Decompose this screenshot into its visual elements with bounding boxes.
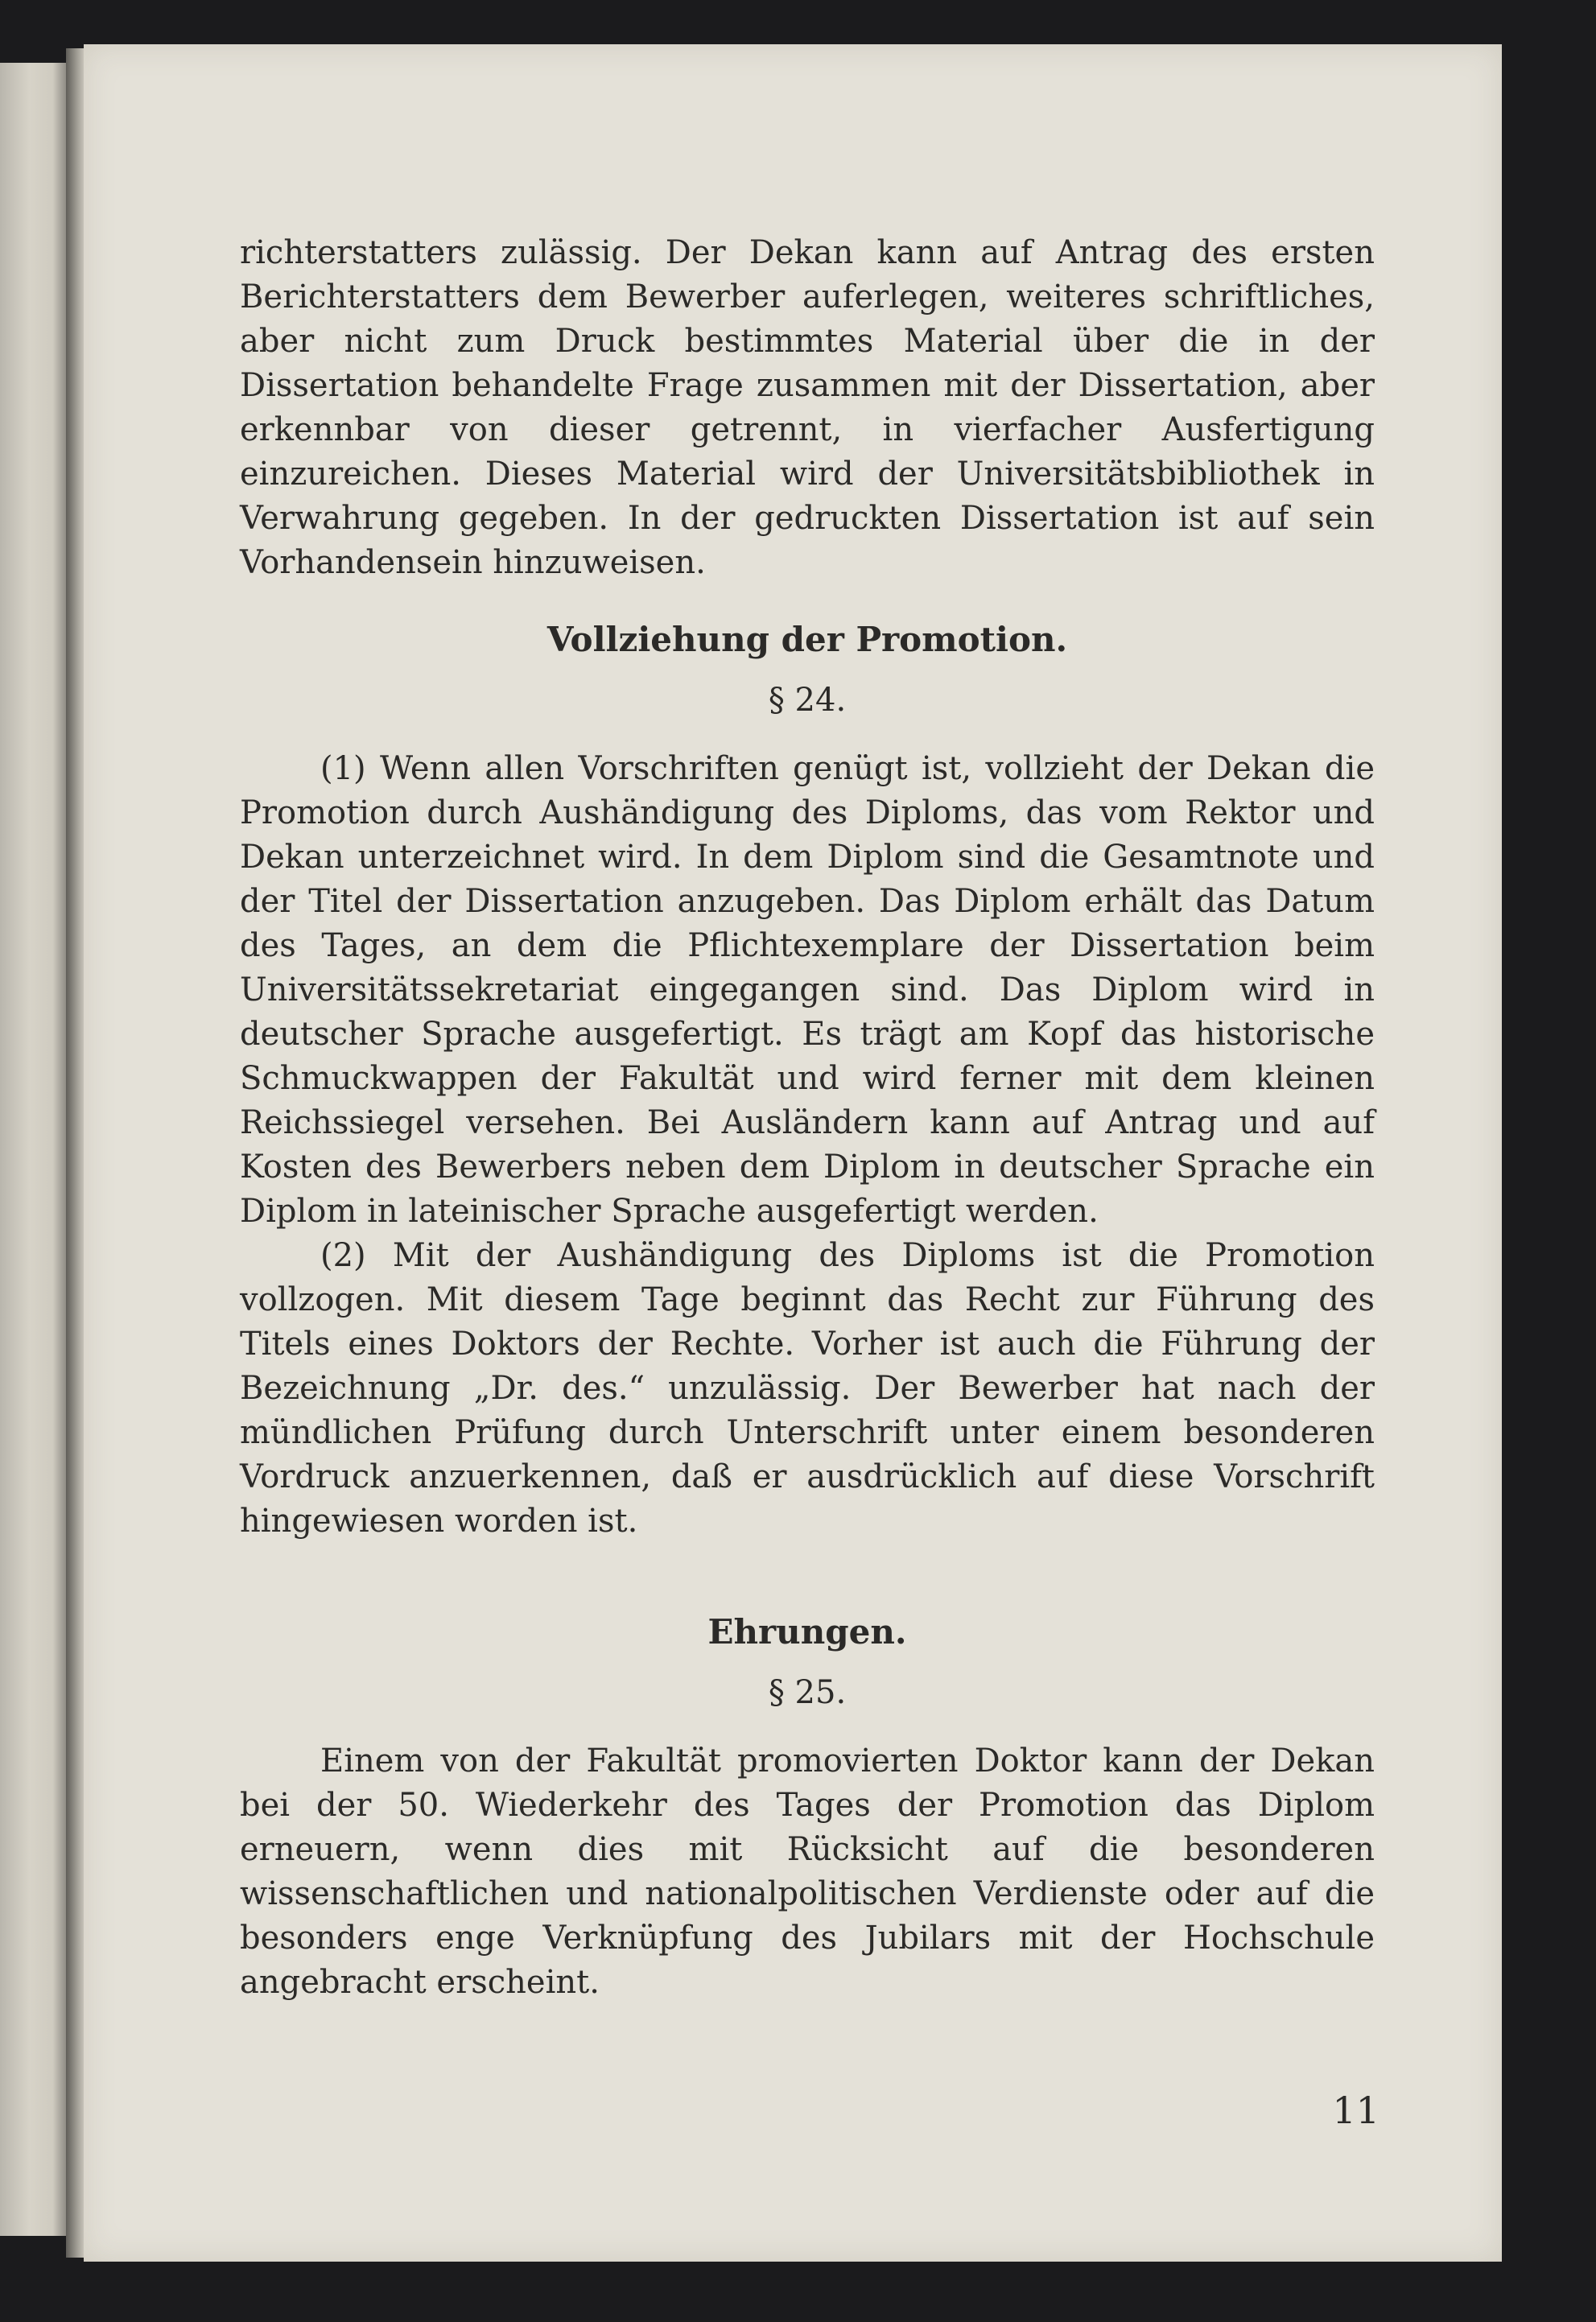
page-number: 11 [1332, 2089, 1379, 2132]
page-text [240, 231, 1375, 2005]
intro-paragraph: richterstatters zulässig. Der Dekan kann auf Antrag des ersten Berichterstatters dem Bewerber auferlegen, weiteres schriftliches, aber nicht zum Druck bestimmtes Material über die in der Dissertation behandelte Frage zusammen mit der Dissertation, aber erkennbar von dieser getrennt, in vierfacher Ausfertigung einzureichen. Dieses Material wird der Universitätsbibliothek in Verwahrung gegeben. In der gedruckten Dissertation ist auf sein Vorhandensein hinzuweisen. [240, 234, 1375, 581]
section-24-number: § 24. [768, 682, 847, 719]
section-24-paragraph-2: (2) Mit der Aushändigung des Diploms ist die Promotion vollzogen. Mit diesem Tage beginnt das Recht zur Führung des Titels eines Doktors der Rechte. Vorher ist auch die Führung der Bezeichnung „Dr. des.“ unzulässig. Der Bewerber hat nach der mündlichen Prüfung durch Unterschrift unter einem besonderen Vordruck anzuerkennen, daß er ausdrücklich auf diese Vorschrift hingewiesen worden ist. [240, 1237, 1375, 1540]
page [84, 44, 1502, 2262]
section-25-number: § 25. [768, 1674, 847, 1711]
section-25-paragraph: Einem von der Fakultät promovierten Doktor kann der Dekan bei der 50. Wiederkehr des Tages der Promotion das Diplom erneuern, wenn dies mit Rücksicht auf die besonderen wissenschaftlichen und nationalpolitischen Verdienste oder auf die besonders enge Verknüpfung des Jubilars mit der Hochschule angebracht erscheint. [240, 1743, 1375, 2001]
section-24-paragraph-1: (1) Wenn allen Vorschriften genügt ist, vollzieht der Dekan die Promotion durch Aushändigung des Diploms, das vom Rektor und Dekan unterzeichnet wird. In dem Diplom sind die Gesamtnote und der Titel der Dissertation anzugeben. Das Diplom erhält das Datum des Tages, an dem die Pflichtexemplare der Dissertation beim Universitätssekretariat eingegangen sind. Das Diplom wird in deutscher Sprache ausgefertigt. Es trägt am Kopf das historische Schmuckwappen der Fakultät und wird ferner mit dem kleinen Reichssiegel versehen. Bei Ausländern kann auf Antrag und auf Kosten des Bewerbers neben dem Diplom in deutscher Sprache ein Diplom in lateinischer Sprache ausgefertigt werden. [240, 750, 1375, 1230]
heading-ehrungen: Ehrungen. [707, 1612, 907, 1652]
heading-vollziehung: Vollziehung der Promotion. [546, 620, 1068, 659]
previous-page-edge [0, 63, 66, 2236]
